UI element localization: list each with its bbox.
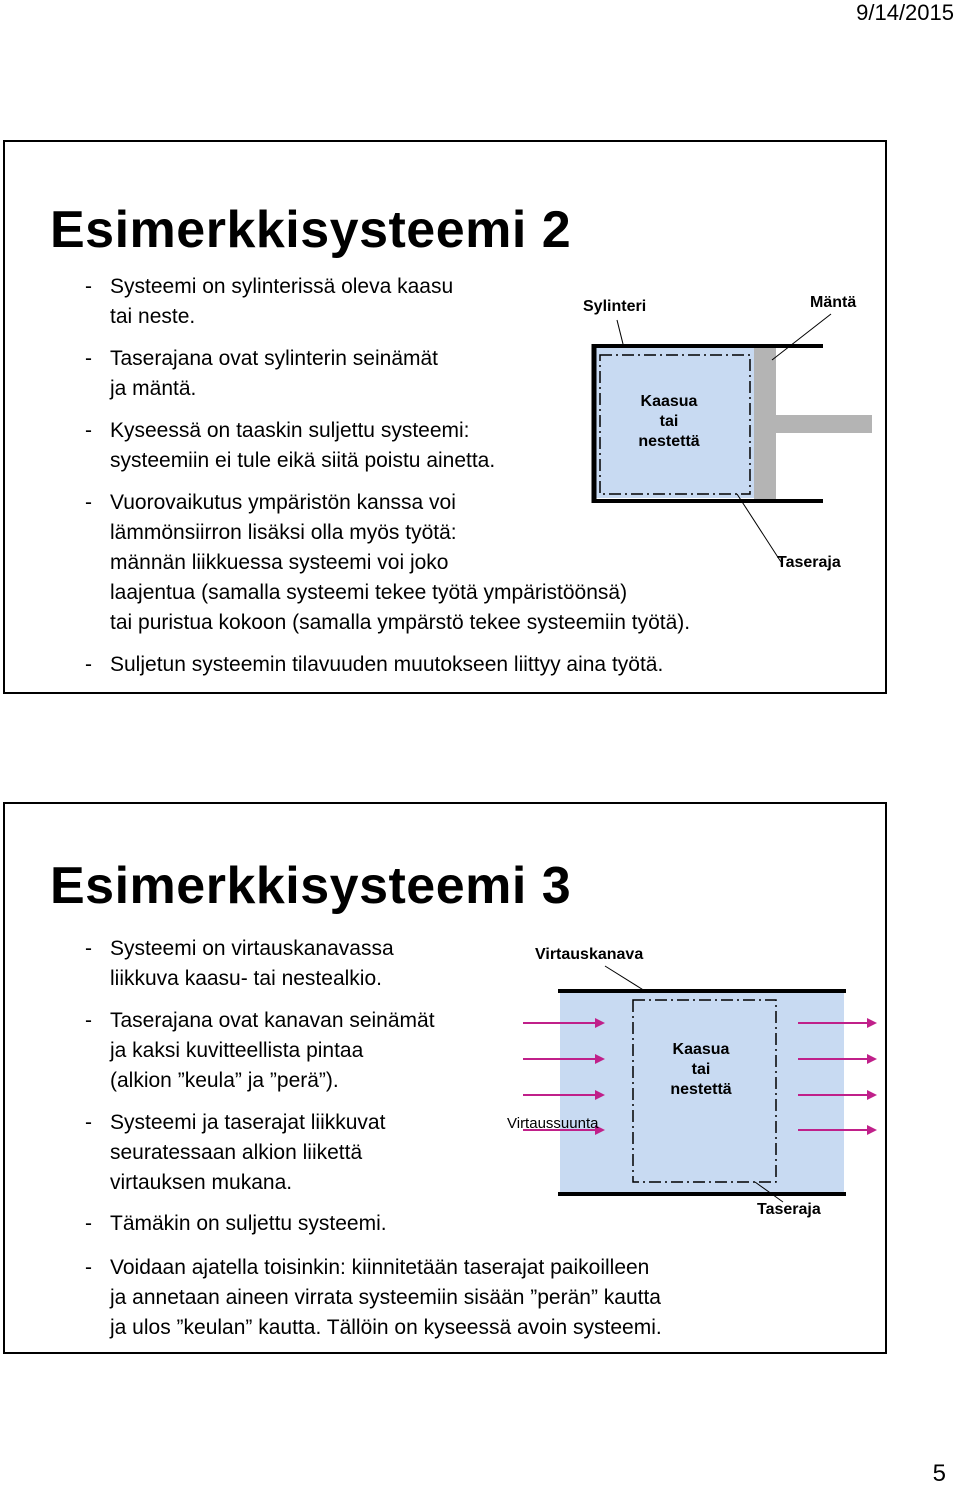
piston-rod (776, 415, 872, 433)
bullet-item: - Taserajana ovat sylinterin seinämät ja mäntä. (85, 344, 438, 404)
label-boundary: Taseraja (777, 554, 841, 571)
leader-channel (605, 966, 645, 991)
slide-example-3 (3, 802, 887, 1354)
bullet-item: - Suljetun systeemin tilavuuden muutokseen liittyy aina työtä. (85, 650, 663, 680)
label-piston: Mäntä (810, 294, 857, 311)
slide-title: Esimerkkisysteemi 3 (50, 857, 572, 915)
bullet-dash: - (85, 275, 92, 298)
bullet-item: - Taserajana ovat kanavan seinämät ja kaksi kuvitteellista pintaa (alkion ”keula” ja ”perä”). (85, 1006, 435, 1096)
bullet-item: - Vuorovaikutus ympäristön kanssa voi lämmönsiirron lisäksi olla myös työtä: männän liikkuessa systeemi voi joko laajentua (samalla systeemi tekee työtä ympäristöönsä) tai puristua kokoon (samalla ympärstö tekee systeemiin työtä). (85, 488, 690, 638)
label-boundary: Taseraja (757, 1201, 821, 1218)
bullet-dash: - (85, 347, 92, 370)
slide-title: Esimerkkisysteemi 2 (50, 201, 572, 259)
label-flow-direction: Virtaussuunta (507, 1115, 599, 1132)
header-date: 9/14/2015 (856, 0, 954, 25)
piston (754, 348, 776, 499)
label-cylinder: Sylinteri (583, 298, 647, 315)
bullet-dash: - (85, 937, 92, 960)
label-channel: Virtauskanava (535, 946, 644, 963)
bullet-dash: - (85, 1256, 92, 1279)
bullet-dash: - (85, 491, 92, 514)
slide-example-2 (3, 140, 887, 694)
leader-boundary (737, 494, 781, 562)
label-content: Kaasua tai nestettä (638, 393, 700, 450)
bullet-item: - Kyseessä on taaskin suljettu systeemi: systeemiin ei tule eikä siitä poistu ainetta. (85, 416, 495, 476)
bullet-dash: - (85, 653, 92, 676)
bullet-dash: - (85, 1111, 92, 1134)
leader-cylinder (617, 320, 623, 344)
label-content: Kaasua tai nestettä (670, 1041, 732, 1098)
bullet-item: - Voidaan ajatella toisinkin: kiinnitetään taserajat paikoilleen ja annetaan aineen virrata systeemiin sisään ”perän” kautta ja ulos ”keulan” kautta. Tällöin on kyseessä avoin systeemi. (85, 1253, 662, 1343)
bullet-item: - Tämäkin on suljettu systeemi. (85, 1209, 387, 1239)
bullet-item: - Systeemi on sylinterissä oleva kaasu tai neste. (85, 272, 453, 332)
bullet-dash: - (85, 419, 92, 442)
page-number: 5 (932, 1460, 946, 1487)
leader-piston (772, 314, 831, 360)
bullet-item: - Systeemi ja taserajat liikkuvat seuratessaan alkion liikettä virtauksen mukana. (85, 1108, 385, 1198)
bullet-dash: - (85, 1009, 92, 1032)
bullet-item: - Systeemi on virtauskanavassa liikkuva kaasu- tai nestealkio. (85, 934, 394, 994)
bullet-dash: - (85, 1212, 92, 1235)
